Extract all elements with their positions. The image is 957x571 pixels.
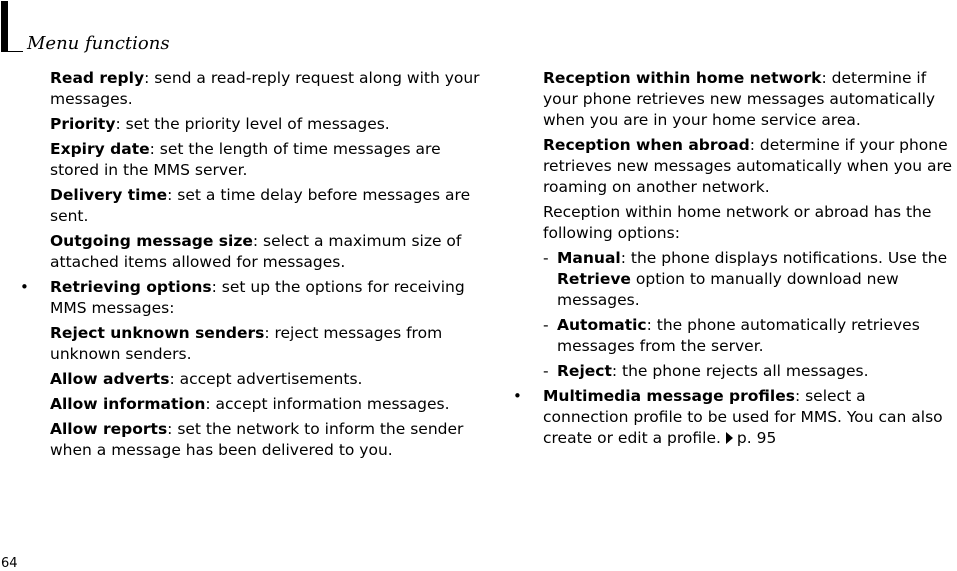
- setting-allow-adverts: [50, 369, 480, 390]
- option-automatic: [543, 315, 955, 357]
- term: Reception when abroad: [543, 136, 750, 154]
- page-header-title: Menu functions: [27, 33, 170, 54]
- right-column: [513, 68, 955, 453]
- desc: : the phone automatically retrieves messages from the server.: [557, 316, 920, 355]
- setting-reception-home: [543, 68, 955, 131]
- desc: : reject messages from unknown senders.: [50, 324, 443, 363]
- page-reference[interactable]: p. 95: [736, 429, 777, 447]
- term: Outgoing message size: [50, 232, 253, 250]
- desc: : select a connection profile to be used for MMS. You can also create or edit a profile.: [543, 387, 943, 447]
- setting-allow-information: [50, 394, 480, 415]
- dash: -: [543, 362, 549, 380]
- desc: : accept advertisements.: [169, 370, 363, 388]
- term: Reception within home network: [543, 69, 822, 87]
- left-column: [20, 68, 480, 465]
- bullet-retrieving-options: [20, 277, 480, 319]
- term: Multimedia message profiles: [543, 387, 795, 405]
- setting-outgoing-size: [50, 231, 480, 273]
- arrow-right-icon: [726, 432, 733, 444]
- desc: option to manually download new messages.: [557, 270, 899, 309]
- term: Expiry date: [50, 140, 150, 158]
- term: Allow information: [50, 395, 206, 413]
- term: Reject unknown senders: [50, 324, 265, 342]
- setting-allow-reports: [50, 419, 480, 461]
- page-number: 64: [1, 556, 18, 571]
- desc: : set up the options for receiving MMS messages:: [50, 278, 465, 317]
- bullet-dot: •: [20, 278, 29, 296]
- setting-delivery-time: [50, 185, 480, 227]
- setting-expiry-date: [50, 139, 480, 181]
- bullet-dot: •: [513, 387, 522, 405]
- term: Read reply: [50, 69, 145, 87]
- term: Retrieving options: [50, 278, 212, 296]
- desc: : send a read-reply request along with your messages.: [50, 69, 480, 108]
- setting-priority: [50, 114, 480, 135]
- term: Allow reports: [50, 420, 168, 438]
- bullet-mms-profiles: [513, 386, 955, 449]
- term: Reject: [557, 362, 612, 380]
- setting-reject-unknown: [50, 323, 480, 365]
- term: Delivery time: [50, 186, 168, 204]
- desc: : set the length of time messages are stored in the MMS server.: [50, 140, 441, 179]
- header-bar: [1, 1, 8, 52]
- desc: : determine if your phone retrieves new messages automatically when you are in your home service area.: [543, 69, 936, 129]
- desc: : the phone displays notifications. Use the: [620, 249, 948, 267]
- desc: : the phone rejects all messages.: [611, 362, 869, 380]
- setting-reception-abroad: [543, 135, 955, 198]
- term-retrieve: Retrieve: [557, 270, 631, 288]
- desc: : determine if your phone retrieves new messages automatically when you are roaming on another network.: [543, 136, 953, 196]
- term: Priority: [50, 115, 116, 133]
- option-manual: [543, 248, 955, 311]
- desc: : set the priority level of messages.: [115, 115, 390, 133]
- dash: -: [543, 249, 549, 267]
- option-reject: [543, 361, 955, 382]
- desc: : set the network to inform the sender when a message has been delivered to you.: [50, 420, 464, 459]
- desc: : set a time delay before messages are sent.: [50, 186, 471, 225]
- dash: -: [543, 316, 549, 334]
- desc: : select a maximum size of attached items allowed for messages.: [50, 232, 462, 271]
- desc: : accept information messages.: [205, 395, 450, 413]
- header-rule: [1, 51, 23, 52]
- reception-note: Reception within home network or abroad has the following options:: [543, 203, 932, 242]
- term: Manual: [557, 249, 621, 267]
- term: Automatic: [557, 316, 647, 334]
- setting-read-reply: [50, 68, 480, 110]
- term: Allow adverts: [50, 370, 170, 388]
